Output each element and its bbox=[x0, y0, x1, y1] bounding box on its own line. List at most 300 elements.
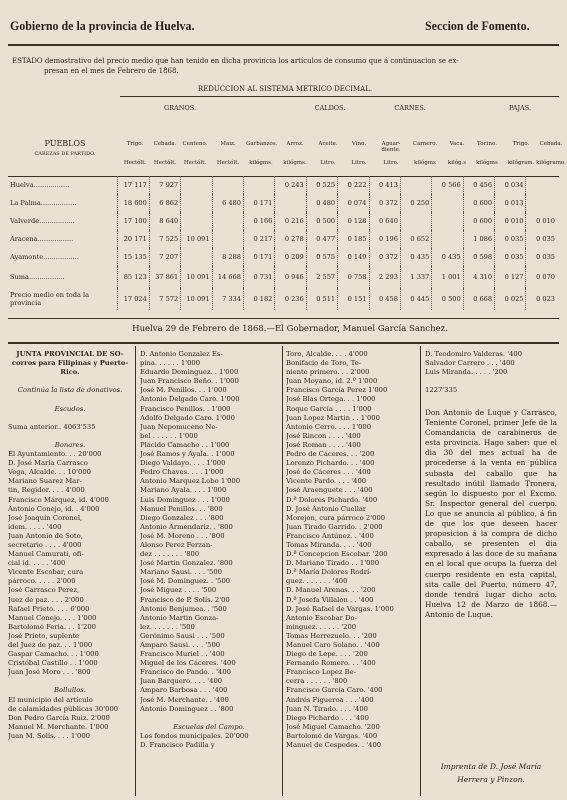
list-item: Francisco de P. Solís. 2'00 bbox=[140, 595, 230, 604]
unit-1: Hectólt. bbox=[153, 160, 177, 166]
list-item: Rafael Prieto. . . . 6'000 bbox=[8, 604, 90, 613]
col-label-6: Aceite. bbox=[318, 141, 338, 147]
col-label-1: Cebada. bbox=[153, 141, 177, 147]
cell: 0 372 bbox=[369, 248, 400, 266]
cell bbox=[212, 176, 243, 194]
list-item: lez. . . . . . . '500 bbox=[140, 622, 195, 631]
list-item: Tomas Miranda. . . . '400 bbox=[286, 540, 372, 549]
table-row bbox=[8, 212, 557, 230]
cell: 15 135 bbox=[118, 248, 149, 266]
cell bbox=[432, 230, 463, 248]
list-item: Juan Lopez Martin . . 1'000 bbox=[286, 413, 380, 422]
col-label-3: Maiz. bbox=[220, 141, 236, 147]
reduction-title: REDUCCION AL SISTEMA METRICO DECIMAL. bbox=[197, 85, 373, 93]
list-item: José Blas Ortega. . . 1'000 bbox=[286, 395, 376, 404]
unit-6: Litro. bbox=[320, 160, 336, 166]
col-pueblos: PUEBLOS bbox=[44, 139, 86, 148]
cell: 0 511 bbox=[306, 288, 337, 310]
list-item: Antonio Armendariz. . '800 bbox=[140, 522, 233, 531]
prices-table bbox=[8, 176, 557, 310]
list-item: José M. Dominguez. . '500 bbox=[140, 577, 231, 586]
cell bbox=[432, 212, 463, 230]
table-row bbox=[8, 266, 557, 288]
row-name: Huelva................. bbox=[10, 181, 70, 189]
imprint-line2: Herrera y Pinzon. bbox=[457, 775, 525, 784]
list-item: bel . . . . . . 1'000 bbox=[140, 431, 198, 440]
cell bbox=[526, 194, 557, 212]
list-item bbox=[140, 714, 278, 723]
list-item: Continúa la lista de donativos. bbox=[17, 386, 123, 395]
list-item: Lorenzo Pichardo. . . '400 bbox=[286, 459, 375, 468]
cell: 0 013 bbox=[495, 194, 526, 212]
cell: 0 151 bbox=[338, 288, 369, 310]
cell: 0 731 bbox=[243, 266, 274, 288]
group-pajas: PAJAS. bbox=[508, 104, 532, 112]
cell: 0 640 bbox=[369, 212, 400, 230]
cell: 7 572 bbox=[149, 288, 180, 310]
list-item: Manuel M. Merchante. 1'000 bbox=[8, 722, 109, 731]
list-item: José de Cáceres . . . '400 bbox=[286, 468, 371, 477]
cell: 17 117 bbox=[118, 176, 149, 194]
list-item: D.ª Concepcion Escobar. '200 bbox=[286, 550, 388, 559]
unit-12: kilógram. bbox=[507, 160, 535, 166]
list-item: Amparo Sausi. . . . '500 bbox=[140, 641, 221, 649]
list-item: El Ayuntamiento. . . 20'000 bbox=[8, 450, 102, 459]
list-item: Antonio Benjumea. . '500 bbox=[140, 604, 227, 613]
list-item: Salvador Carrero . . . '400 bbox=[425, 359, 515, 368]
list-item: cial id. . . . . '400 bbox=[8, 559, 66, 568]
list-item bbox=[8, 432, 132, 441]
cell: 0 010 bbox=[495, 212, 526, 230]
col-label-5: Arroz. bbox=[286, 141, 304, 147]
list-item: Mariano Sausi. . . . '500 bbox=[140, 568, 222, 577]
cell bbox=[526, 176, 557, 194]
cell: 0 035 bbox=[495, 230, 526, 248]
cell: 0 600 bbox=[463, 194, 494, 212]
table-row bbox=[8, 248, 557, 266]
cell: 0 500 bbox=[306, 212, 337, 230]
cell bbox=[181, 176, 212, 194]
col-label-11: Tocino. bbox=[477, 141, 497, 147]
cell: 1 086 bbox=[463, 230, 494, 248]
list-item: de calamidades públicas 30'000 bbox=[8, 704, 119, 713]
list-item: Diego Gonzalez . . . '800 bbox=[140, 513, 224, 522]
table-bottom-rule bbox=[8, 318, 559, 319]
col-label-13: Cebada. bbox=[539, 141, 563, 147]
list-item: José Martin Gonzalez. '800 bbox=[140, 559, 233, 568]
list-item: guez. . . . . . . '400 bbox=[286, 577, 348, 586]
col-label-8: Aguar-diente. bbox=[381, 141, 401, 153]
cell: 6 862 bbox=[149, 194, 180, 212]
list-item: José Miguel Camacho. '200 bbox=[286, 722, 380, 731]
intro-line1: ESTADO demostrativo del precio medio que han tenido en dicha provincia los artículos de consumo que á continuacion se ex- bbox=[12, 57, 459, 65]
col-pueblos-sub: CABEZAS DE PARTIDO. bbox=[34, 151, 96, 157]
cell bbox=[432, 194, 463, 212]
cell: 37 861 bbox=[149, 266, 180, 288]
row-name: La Palma................. bbox=[10, 199, 77, 207]
list-item bbox=[8, 395, 132, 404]
cell bbox=[400, 212, 431, 230]
list-item: Mariano Suarez Mar- bbox=[8, 477, 82, 486]
notice-text: Don Antonio de Luque y Carrasco, Teniente Coronel, primer Jefe de la Comandancia de carabineros de esta provincia. Hago saber: que el dia 30 del mes actual ha de procederse á la venta en pública subasta del caballo que ha resultado inútil llamado Tronera, según lo dispuesto por el Excmo. Sr. Inspector general del cuerpo. Lo que se anuncia al público, á fin de que los que deseen hacer proposicion á la compra de dicho caballo, se presenten el dia expresado á las doce de su mañana en el local que ocupa la fuerza del cuerpo residente en esta capital, sita calle del Puerto, número 47, donde tendrá lugar dicho acto. Huelva 12 de Marzo de 1868.—Antonio de Luque. bbox=[425, 408, 557, 619]
list-item: Antonio Delgado Caro. 1'000 bbox=[140, 395, 240, 404]
cell: 0 758 bbox=[338, 266, 369, 288]
cell: 0 035 bbox=[526, 230, 557, 248]
cell: 7 207 bbox=[149, 248, 180, 266]
list-item: Don Pedro García Ruiz. 2'000 bbox=[8, 713, 110, 722]
row-name: Aracena................. bbox=[10, 235, 74, 243]
list-item: Vega, Alcalde. . . 10'000 bbox=[8, 468, 91, 477]
list-item bbox=[8, 677, 132, 686]
col-label-4: Garbanzos. bbox=[246, 141, 278, 147]
list-item: párroco. . . . . 2'000 bbox=[8, 577, 76, 586]
cell: 18 600 bbox=[118, 194, 149, 212]
cell: 7 927 bbox=[149, 176, 180, 194]
list-item: José Roman . . . . '400 bbox=[286, 440, 361, 449]
list-item: Francisco Penillos. . 1'000 bbox=[140, 404, 231, 413]
unit-0: Hectólt. bbox=[123, 160, 147, 166]
list-item: Juan Antonio de Soto, bbox=[8, 531, 83, 540]
list-item: Antonio Dominguez . . '800 bbox=[140, 704, 234, 713]
cell: 20 171 bbox=[118, 230, 149, 248]
table-top-rule bbox=[120, 96, 559, 97]
col-label-7: Vino. bbox=[351, 141, 367, 147]
cell: 0 149 bbox=[338, 248, 369, 266]
list-item: corros para Filipinas y Puerto- bbox=[11, 359, 129, 368]
cell: 0 435 bbox=[432, 248, 463, 266]
cell: 14 668 bbox=[212, 266, 243, 288]
cell: 0 216 bbox=[275, 212, 306, 230]
cell: 0 668 bbox=[463, 288, 494, 310]
cell bbox=[212, 230, 243, 248]
list-item: Diego de Lepe. . . . '200 bbox=[286, 650, 368, 659]
cell: 0 217 bbox=[243, 230, 274, 248]
list-item: Vicente Escobar, cura bbox=[8, 568, 84, 577]
list-item: Juan Nepomuceno Ne- bbox=[140, 422, 218, 431]
list-item: Bonifacio de Toro, Te- bbox=[286, 359, 362, 368]
cell: 0 035 bbox=[526, 248, 557, 266]
list-item: Diego Valdayo. . . . 1'000 bbox=[140, 459, 226, 468]
cell: 0 166 bbox=[243, 212, 274, 230]
list-item: Antonio Martin Gonza- bbox=[140, 613, 219, 622]
cell: 10 091 bbox=[181, 288, 212, 310]
list-item: Antonio Marquez Lobo 1'000 bbox=[140, 477, 241, 486]
row-name: Precio medio en toda la provincia bbox=[10, 291, 90, 307]
cell: 10 091 bbox=[181, 266, 212, 288]
cell: 0 034 bbox=[495, 176, 526, 194]
list-item: D. Teodomiro Valderas. '400 bbox=[425, 350, 523, 358]
list-item: Miguel de los Cáceres. '400 bbox=[140, 659, 236, 668]
list-item: Morejon, cura párroco 2'000 bbox=[286, 513, 386, 522]
cell: 8 288 bbox=[212, 248, 243, 266]
list-item: Luis Dominguez . . . 1'000 bbox=[140, 495, 230, 504]
cell bbox=[212, 212, 243, 230]
cell: 17 024 bbox=[118, 288, 149, 310]
list-item: Bollullos. bbox=[54, 686, 86, 695]
cell: 0 243 bbox=[275, 176, 306, 194]
cell: 0 023 bbox=[526, 288, 557, 310]
list-item: José Prieto, suplente bbox=[8, 631, 80, 640]
cell: 0 458 bbox=[369, 288, 400, 310]
list-item: Antonio Cerro. . . . 1'000 bbox=[286, 422, 372, 431]
list-item: cerra . . . . . . '800 bbox=[286, 677, 348, 686]
cell: 0 652 bbox=[400, 230, 431, 248]
list-item: JUNTA PROVINCIAL DE SO- bbox=[16, 350, 124, 358]
cell bbox=[275, 194, 306, 212]
col-label-2: Centeno. bbox=[182, 141, 208, 147]
list-item: Rico. bbox=[60, 368, 80, 377]
list-item: Pedro Chaves. . . . 1'000 bbox=[140, 468, 224, 477]
cell: 0 435 bbox=[400, 248, 431, 266]
list-item: José M. Penillos. . . 1'000 bbox=[140, 386, 227, 395]
unit-10: kilóg.s bbox=[447, 160, 467, 166]
list-item: José Joaquín Coronel, bbox=[8, 513, 83, 522]
list-item: José Miguez . . . . '500 bbox=[140, 586, 217, 595]
list-item: D.ª María Dolores Rodrí- bbox=[286, 568, 372, 577]
list-item: Mariano Ayala. . . . 1'000 bbox=[140, 486, 227, 495]
unit-13: kilógramo. bbox=[536, 160, 566, 166]
cell bbox=[181, 212, 212, 230]
row-name: Ayamonte................. bbox=[10, 253, 79, 261]
list-item: Francisco Antúnez. . '400 bbox=[286, 531, 374, 540]
cell: 0 127 bbox=[495, 266, 526, 288]
donations-column-4 bbox=[425, 350, 557, 395]
list-item: D. José María Carrasco bbox=[8, 459, 88, 468]
cell bbox=[181, 248, 212, 266]
col-label-12: Trigo. bbox=[512, 141, 530, 147]
list-item: dez . . . . . . . '800 bbox=[140, 550, 200, 559]
list-item: Juan N. Tirado. . . . '400 bbox=[286, 704, 368, 713]
column-divider-2 bbox=[282, 346, 283, 796]
list-item: Suma anterior.. 4063'535 bbox=[8, 422, 96, 431]
unit-4: kilógms. bbox=[249, 160, 273, 166]
cell: 0 010 bbox=[526, 212, 557, 230]
list-item: Manuel Camurati, ofi- bbox=[8, 550, 84, 559]
cell: 0 222 bbox=[338, 176, 369, 194]
unit-2: Hectólt. bbox=[183, 160, 207, 166]
cell: 0 196 bbox=[369, 230, 400, 248]
cell: 0 480 bbox=[306, 194, 337, 212]
list-item: D. Mariano Tirado . . 1'000 bbox=[286, 559, 380, 568]
cell: 7 334 bbox=[212, 288, 243, 310]
unit-7: Litro. bbox=[351, 160, 367, 166]
cell bbox=[400, 176, 431, 194]
cell: 0 171 bbox=[243, 194, 274, 212]
list-item: Juan Tirado Garrido. . 2'000 bbox=[286, 522, 383, 531]
list-item: Los fondos municipales. 20'000 bbox=[140, 731, 249, 740]
row-name: Valverde................. bbox=[10, 217, 75, 225]
list-item: Cristóbal Castillo . . 1'000 bbox=[8, 659, 98, 668]
list-item: Bartolomé Feria. . . 1'200 bbox=[8, 622, 96, 631]
cell: 0 278 bbox=[275, 230, 306, 248]
list-item: Fernando Romero. . . '400 bbox=[286, 659, 376, 668]
header-rule bbox=[8, 44, 559, 46]
cell: 10 091 bbox=[181, 230, 212, 248]
cell: 0 477 bbox=[306, 230, 337, 248]
list-item bbox=[8, 414, 132, 423]
list-item: Francisco de Pando. . '400 bbox=[140, 668, 231, 677]
list-item: D.ª Dolores Pichardo. '400 bbox=[286, 495, 378, 504]
list-item: Antonio Conejo, id. . 4'000 bbox=[8, 504, 100, 513]
list-item: Luis Miranda. . . . . '200 bbox=[425, 368, 508, 377]
list-item: José Carrasco Perez, bbox=[8, 586, 80, 595]
list-item: José Araenguete . . . '400 bbox=[286, 486, 373, 495]
cell bbox=[181, 194, 212, 212]
cell: 0 456 bbox=[463, 176, 494, 194]
list-item: El municipio del artículo bbox=[8, 695, 93, 704]
cell: 0 128 bbox=[338, 212, 369, 230]
list-item: Diego Pichardo . . . '400 bbox=[286, 713, 369, 722]
list-item: D. José Antonio Cuellar bbox=[286, 504, 367, 513]
list-item: del Juez de paz. . . 1'000 bbox=[8, 641, 93, 649]
list-item: Bartolomé de Vargas. '400 bbox=[286, 731, 378, 740]
cell: 0 035 bbox=[495, 248, 526, 266]
cell: 0 600 bbox=[463, 212, 494, 230]
unit-5: kilógms. bbox=[283, 160, 307, 166]
list-item: tin, Regidor. . . . 4'000 bbox=[8, 486, 85, 495]
list-item: ídem. . . . . '400 bbox=[8, 522, 62, 531]
list-item: Andrés Figueroa . . . '400 bbox=[286, 695, 374, 704]
cell: 6 480 bbox=[212, 194, 243, 212]
list-item: pina. . . . . . 1'000 bbox=[140, 359, 201, 368]
list-item: Roque García . . . . 1'000 bbox=[286, 404, 372, 413]
cell: 85 123 bbox=[118, 266, 149, 288]
list-item: Juan Francisco Beño. . 1'000 bbox=[140, 377, 239, 386]
cell: 0 598 bbox=[463, 248, 494, 266]
list-item: Adolfo Delgado Caro. 1'000 bbox=[140, 413, 235, 422]
table-row bbox=[8, 230, 557, 248]
cell: 0 236 bbox=[275, 288, 306, 310]
list-item: Eduardo Dominguez. . 1'000 bbox=[140, 368, 239, 377]
column-divider-3 bbox=[420, 346, 421, 796]
intro-line2: presan en el mes de Febrero de 1868. bbox=[44, 67, 179, 75]
list-item: minguez. . . . . . '200 bbox=[286, 622, 357, 631]
cell: 0 074 bbox=[338, 194, 369, 212]
col-label-10: Vaca. bbox=[449, 141, 465, 147]
list-item: Juan M. Solís. . . . 1'000 bbox=[8, 731, 91, 740]
list-item: Bonares. bbox=[54, 440, 86, 449]
column-divider-1 bbox=[135, 346, 136, 796]
donations-column-1 bbox=[8, 350, 132, 741]
list-item: Gaspar Camacho. . . 1'000 bbox=[8, 650, 99, 659]
group-granos: GRANOS. bbox=[163, 104, 197, 112]
cell: 0 413 bbox=[369, 176, 400, 194]
signature-line: Huelva 29 de Febrero de 1868.—El Gobernador, Manuel García Sanchez. bbox=[132, 324, 448, 334]
section-rule bbox=[8, 342, 559, 344]
donations-column-3 bbox=[286, 350, 416, 750]
list-item: Tomas Herrezuelo. . . '200 bbox=[286, 631, 377, 640]
list-item: Francisco García Perez 1'000 bbox=[286, 386, 388, 395]
header-right: Seccion de Fomento. bbox=[425, 18, 530, 33]
col-label-9: Carnero. bbox=[412, 141, 438, 147]
list-item: Vicente Pardo. . . . '400 bbox=[286, 477, 367, 486]
col-label-0: Trigo. bbox=[126, 141, 144, 147]
list-item: José M. Merchante. . '400 bbox=[140, 695, 229, 704]
cell: 0 185 bbox=[338, 230, 369, 248]
list-item: D. José Rafael de Vargas. 1'000 bbox=[286, 604, 394, 613]
list-item: Francisco Muriel . . '400 bbox=[140, 650, 225, 659]
unit-11: kilógms bbox=[476, 160, 498, 166]
cell: 0 525 bbox=[306, 176, 337, 194]
list-item: D. Francisco Padilla y bbox=[140, 741, 215, 750]
cell: 0 575 bbox=[306, 248, 337, 266]
donations-column-2 bbox=[140, 350, 278, 750]
list-item: Alonso Perez Ferzan- bbox=[140, 540, 213, 549]
list-item: José Ramos y Ayala. . 1'000 bbox=[140, 450, 235, 459]
list-item: José Rincon . . . . '400 bbox=[286, 431, 361, 440]
list-item: Francisco García Caro. '400 bbox=[286, 686, 383, 695]
header-left: Gobierno de la provincia de Huelva. bbox=[10, 18, 195, 33]
unit-9: kilógms bbox=[414, 160, 436, 166]
list-item: D. Antonio Gonzalez Es- bbox=[140, 350, 223, 358]
table-row bbox=[8, 176, 557, 194]
list-item: secretario . . . . 4'000 bbox=[8, 540, 82, 549]
cell: 4 310 bbox=[463, 266, 494, 288]
list-item: Juan Barquero. . . . '400 bbox=[140, 677, 223, 686]
cell: 2 557 bbox=[306, 266, 337, 288]
list-item: Amparo Barbosa . . . '400 bbox=[140, 686, 228, 695]
list-item: José M. Moreno . . . '800 bbox=[140, 531, 225, 540]
group-carnes: CARNES. bbox=[394, 104, 426, 112]
list-item: Escuelas del Campo. bbox=[173, 722, 245, 731]
list-item: Juan José Moro . . . '800 bbox=[8, 668, 91, 677]
cell: 0 500 bbox=[432, 288, 463, 310]
cell: 0 070 bbox=[526, 266, 557, 288]
cell: 17 100 bbox=[118, 212, 149, 230]
list-item: Plácido Camacho . . 1'000 bbox=[140, 440, 230, 449]
list-item bbox=[8, 377, 132, 386]
list-item: Francisco Lopez Be- bbox=[286, 668, 356, 677]
cell: 7 525 bbox=[149, 230, 180, 248]
cell: 0 566 bbox=[432, 176, 463, 194]
list-item: Manuel de Cespedes. . '400 bbox=[286, 741, 382, 750]
list-item: Pedro de Cáceres. . . '200 bbox=[286, 450, 375, 459]
list-item: Gerónimo Sausi . . . '500 bbox=[140, 631, 225, 640]
cell: 1 001 bbox=[432, 266, 463, 288]
list-item: Antonio Escobar Do- bbox=[286, 613, 357, 622]
cell: 2 293 bbox=[369, 266, 400, 288]
cell: 0 250 bbox=[400, 194, 431, 212]
imprint-line1: Imprenta de D. José María bbox=[440, 762, 542, 771]
cell: 0 209 bbox=[275, 248, 306, 266]
list-item: D. Manuel Arenas. . . '200 bbox=[286, 586, 376, 595]
cell: 8 640 bbox=[149, 212, 180, 230]
unit-8: Litro. bbox=[383, 160, 399, 166]
cell: 0 946 bbox=[275, 266, 306, 288]
unit-3: Hectólt. bbox=[216, 160, 240, 166]
list-item: Manuel Conejo. . . . 1'000 bbox=[8, 613, 97, 622]
table-row bbox=[8, 194, 557, 212]
list-item: Juez de paz. . . . 2'000 bbox=[8, 595, 84, 604]
table-row bbox=[8, 288, 557, 310]
list-item: Toro, Alcalde. . . . 4'000 bbox=[286, 350, 368, 358]
list-item bbox=[425, 377, 557, 386]
group-caldos: CALDOS. bbox=[314, 104, 346, 112]
list-item: Manuel Penillos. . . '800 bbox=[140, 504, 223, 513]
cell: 0 372 bbox=[369, 194, 400, 212]
list-item: 1227'335 bbox=[425, 386, 458, 395]
cell: 0 445 bbox=[400, 288, 431, 310]
list-item: Juan Moyano, id. 2.º 1'000 bbox=[286, 377, 378, 386]
list-item: Francisco Márquez, id. 4'000 bbox=[8, 495, 109, 504]
list-item: niente primero. . . 2'000 bbox=[286, 368, 370, 377]
cell: 0 182 bbox=[243, 288, 274, 310]
list-item: Escudos. bbox=[54, 404, 86, 413]
cell: 0 171 bbox=[243, 248, 274, 266]
list-item: Manuel Caro Solano. . '400 bbox=[286, 641, 380, 649]
cell bbox=[243, 176, 274, 194]
row-name: Suma................. bbox=[10, 273, 65, 281]
